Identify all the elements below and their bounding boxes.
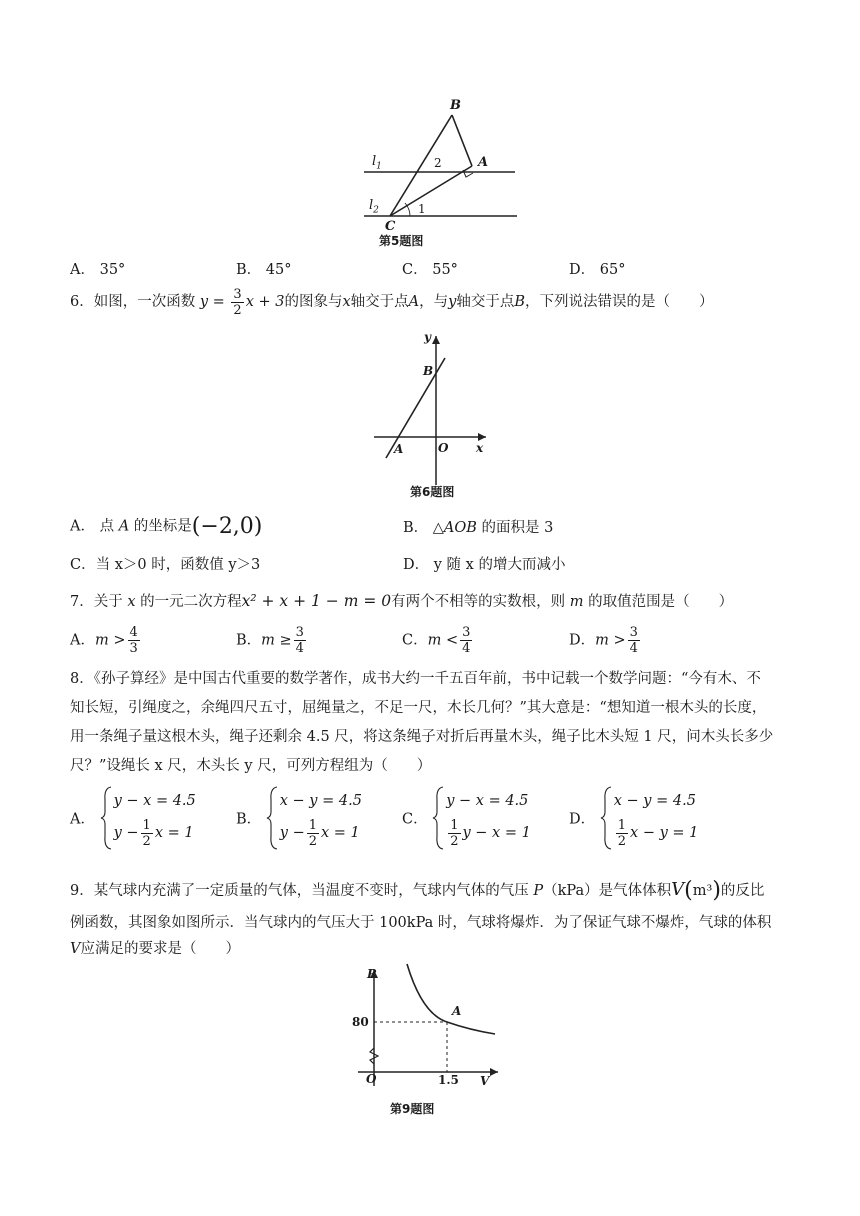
fig5-label-A: A xyxy=(478,155,489,170)
fig9-label-1-5: 1.5 xyxy=(438,1073,459,1087)
q5-option-c[interactable]: C． 55° xyxy=(402,262,458,278)
q8-line-4: 尺？”设绳长 x 尺，木头长 y 尺，可列方程组为（ ） xyxy=(70,758,432,774)
fig6-label-y: y xyxy=(424,330,431,344)
fig5-label-B: B xyxy=(450,98,461,113)
q5-option-a[interactable]: A． 35° xyxy=(70,262,126,278)
q9-line-1: 9．某气球内充满了一定质量的气体，当温度不变时，气球内气体的气压 P（kPa）是气体体积V(m³)的反比 xyxy=(70,878,765,903)
q5-option-d[interactable]: D． 65° xyxy=(569,262,626,278)
q6-option-d[interactable]: D． y 随 x 的增大而减小 xyxy=(403,557,566,573)
fig6-label-B: B xyxy=(423,364,434,378)
fig6-label-O: O xyxy=(438,441,449,455)
q7-option-b[interactable]: B．m ≥ $\frac{3}{4}$ xyxy=(236,625,304,656)
q8-line-2: 知长短，引绳度之，余绳四尺五寸，屈绳量之，不足一尺，木长几何？”其大意是：“想知道一根木头的长度， xyxy=(70,700,767,716)
fig5-angle-2: 2 xyxy=(434,156,442,170)
q8-line-3: 用一条绳子量这根木头，绳子还剩余 4.5 尺，将这条绳子对折后再量木头，绳子比木头短 1 尺，问木头长多少 xyxy=(70,729,774,745)
fig5-angle-1: 1 xyxy=(418,202,426,216)
fig9-label-A: A xyxy=(452,1004,462,1018)
fig9-label-V: V xyxy=(480,1074,490,1088)
q7-option-a[interactable]: A．m > $\frac{4}{3}$ xyxy=(70,625,138,656)
figure-6 xyxy=(370,330,490,500)
q5-option-b[interactable]: B． 45° xyxy=(236,262,292,278)
q7-option-c[interactable]: C．m < $\frac{3}{4}$ xyxy=(402,625,471,656)
figure-5 xyxy=(360,98,520,250)
q9-line-3: V应满足的要求是（ ） xyxy=(70,941,240,957)
fig6-label-x: x xyxy=(476,441,484,455)
q6-option-c[interactable]: C．当 x＞0 时，函数值 y＞3 xyxy=(70,557,261,573)
fig5-label-C: C xyxy=(385,219,396,234)
q8-option-d[interactable]: D． x − y = 4.5 $\frac{1}{2}$ x − y = 1 xyxy=(569,786,698,850)
fig5-caption: 第5题图 xyxy=(379,234,424,248)
q8-option-c[interactable]: C． y − x = 4.5 $\frac{1}{2}$ y − x = 1 xyxy=(402,786,531,850)
fig9-caption: 第9题图 xyxy=(390,1102,435,1116)
fig9-label-80: 80 xyxy=(352,1015,369,1029)
q6-option-a[interactable]: A． 点 A 的坐标是(−2,0) xyxy=(70,514,263,539)
fig5-label-l2: $l_2$ xyxy=(369,198,379,216)
q6-stem: 6．如图，一次函数 y = $\frac{3}{2}$ x + 3的图象与x轴交于点A，与y轴交于点B，下列说法错误的是（ ） xyxy=(70,286,714,318)
fig5-label-l1: $l_1$ xyxy=(372,154,382,172)
q6-option-b[interactable]: B． △AOB 的面积是 3 xyxy=(403,520,554,536)
q8-option-a[interactable]: A． y − x = 4.5 y − $\frac{1}{2}$ x = 1 xyxy=(70,786,196,850)
figure-9 xyxy=(350,962,510,1122)
fig9-label-P: P xyxy=(367,967,377,981)
fig9-label-O: O xyxy=(366,1072,377,1086)
q8-line-1: 8．《孙子算经》是中国古代重要的数学著作，成书大约一千五百年前，书中记载一个数学问题：“今有木、不 xyxy=(70,671,761,687)
q7-option-d[interactable]: D．m > $\frac{3}{4}$ xyxy=(569,625,638,656)
q8-option-b[interactable]: B． x − y = 4.5 y − $\frac{1}{2}$ x = 1 xyxy=(236,786,362,850)
fig6-caption: 第6题图 xyxy=(410,485,455,499)
q9-line-2: 例函数，其图象如图所示．当气球内的气压大于 100kPa 时，气球将爆炸．为了保证气球不爆炸，气球的体积 xyxy=(70,915,772,931)
fig6-label-A: A xyxy=(394,442,404,456)
q7-stem: 7．关于 x 的一元二次方程x² + x + 1 − m = 0有两个不相等的实数根，则 m 的取值范围是（ ） xyxy=(70,592,734,610)
